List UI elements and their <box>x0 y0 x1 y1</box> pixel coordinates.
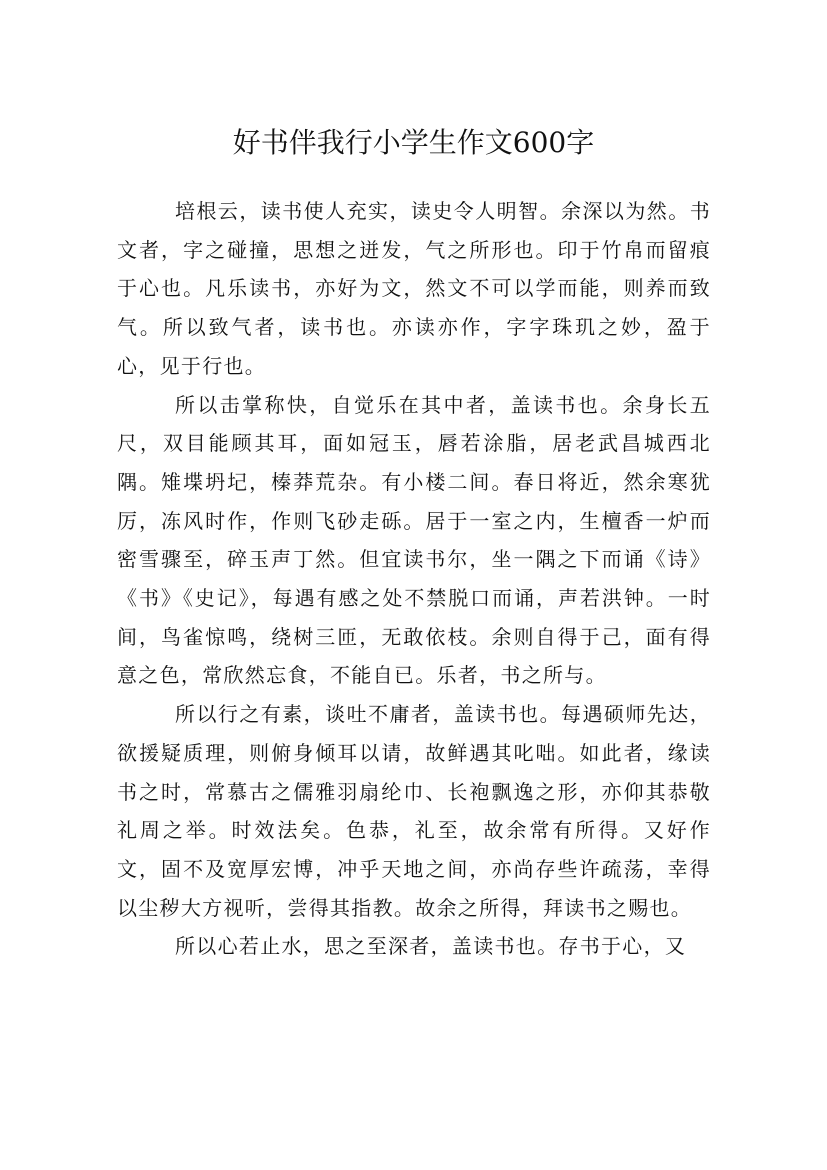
document-title: 好书伴我行小学生作文600字 <box>232 125 595 159</box>
paragraph: 所以心若止水，思之至深者，盖读书也。存书于心，又 <box>175 934 687 959</box>
paragraph: 所以行之有素，谈吐不庸者，盖读书也。每遇硕师先达，欲援疑质理，则俯身倾耳以请，故鲜遇其叱咄。如此者，缘读书之时，常慕古之儒雅羽扇纶巾、长袍飘逸之形，亦仰其恭敬礼周之举。时效法矣。色恭，礼至，故余常有所得。又好作文，固不及宽厚宏博，冲乎天地之间，亦尚存些许疏荡，幸得以尘秽大方视听，尝得其指教。故余之所得，拜读书之赐也。 <box>117 702 711 920</box>
paragraph: 培根云，读书使人充实，读史令人明智。余深以为然。书文者，字之碰撞，思想之迸发，气之所形也。印于竹帛而留痕于心也。凡乐读书，亦好为文，然文不可以学而能，则养而致气。所以致气者，读书也。亦读亦作，字字珠玑之妙，盈于心，见于行也。 <box>117 199 711 378</box>
document-body <box>117 192 711 966</box>
paragraph: 所以击掌称快，自觉乐在其中者，盖读书也。余身长五尺，双目能顾其耳，面如冠玉，唇若涂脂，居老武昌城西北隅。雉堞坍圮，榛莽荒杂。有小楼二间。春日将近，然余寒犹厉，冻风时作，作则飞砂走砾。居于一室之内，生檀香一炉而密雪骤至，碎玉声丁然。但宜读书尔，坐一隅之下而诵《诗》《书》《史记》，每遇有感之处不禁脱口而诵，声若洪钟。一时间，鸟雀惊鸣，绕树三匝，无敢依枝。余则自得于己，面有得意之色，常欣然忘食，不能自已。乐者，书之所与。 <box>117 392 711 688</box>
